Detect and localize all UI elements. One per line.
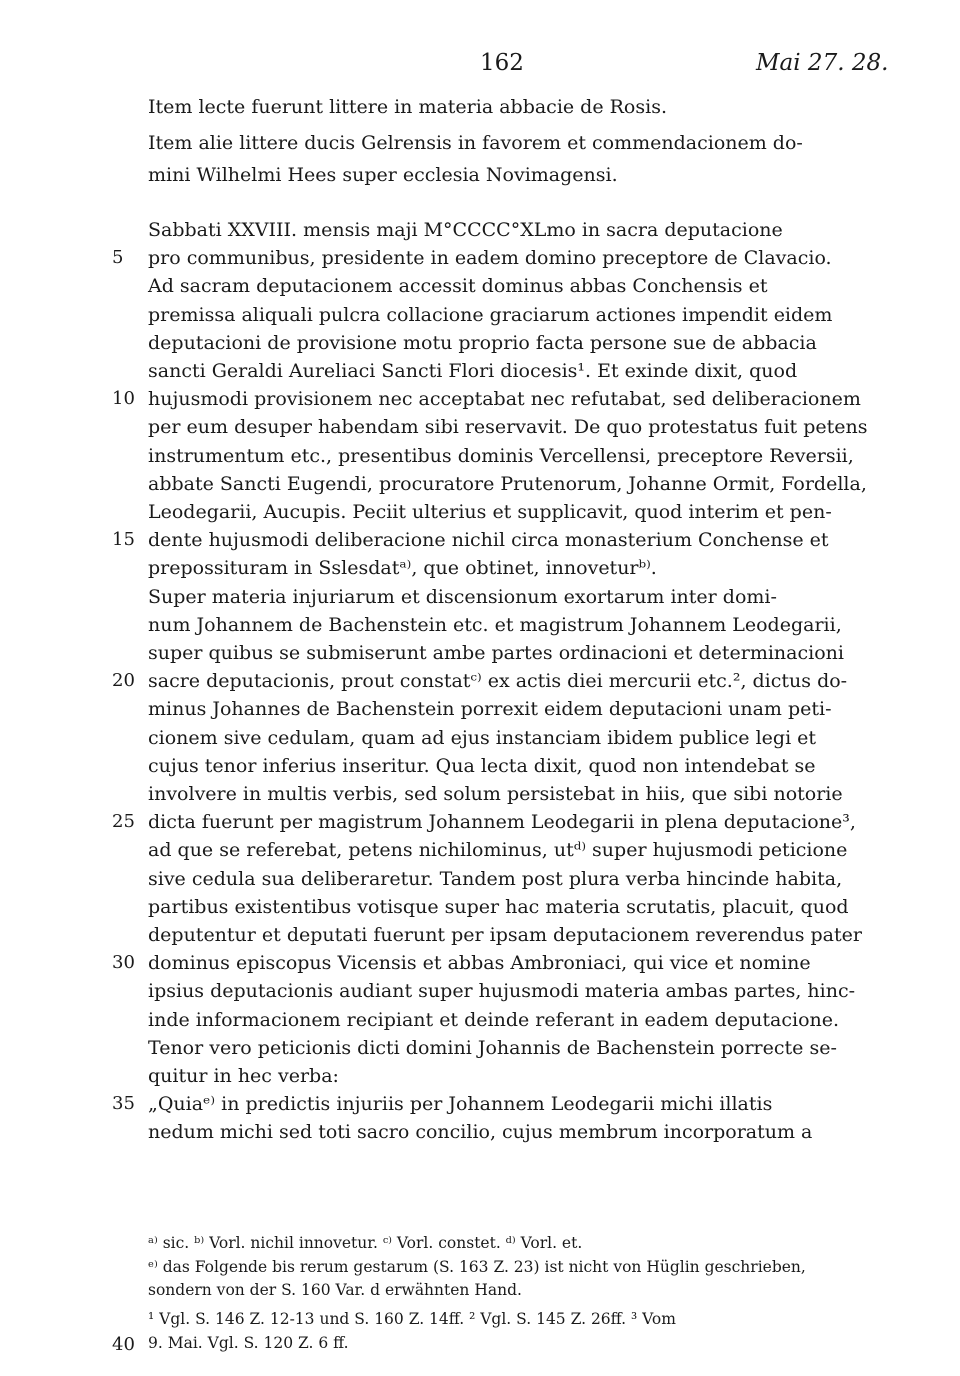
text-line: premissa aliquali pulcra collacione graciarum actiones impendit eidem [148, 303, 833, 326]
text-line: deputentur et deputati fuerunt per ipsam deputacionem reverendus pater [148, 924, 862, 946]
line-number: 40 [112, 1334, 135, 1355]
text-line: dicta fuerunt per magistrum Johannem Leodegarii in plena deputacione³, [148, 811, 856, 834]
text-line: Item alie littere ducis Gelrensis in favorem et commendacionem do- [148, 132, 803, 154]
text-line: Leodegarii, Aucupis. Peciit ulterius et supplicavit, quod interim et pen- [148, 501, 832, 523]
text-line: dominus episcopus Vicensis et abbas Ambroniaci, qui vice et nomine [148, 952, 811, 975]
text-line: nedum michi sed toti sacro concilio, cujus membrum incorporatum a [148, 1121, 813, 1144]
text-line: „Quiaᵉ⁾ in predictis injuriis per Johannem Leodegarii michi illatis [148, 1093, 773, 1116]
text-line: mini Wilhelmi Hees super ecclesia Novimagensi. [148, 164, 618, 186]
line-number: 25 [112, 811, 135, 833]
text-line: ad que se referebat, petens nichilominus, utᵈ⁾ super hujusmodi peticione [148, 839, 848, 862]
line-number: 30 [112, 952, 135, 974]
text-line: inde informacionem recipiant et deinde referant in eadem deputacione. [148, 1008, 840, 1031]
line-number: 20 [112, 670, 135, 692]
text-line: ipsius deputacionis audiant super hujusmodi materia ambas partes, hinc- [148, 980, 856, 1003]
text-line: quitur in hec verba: [148, 1065, 339, 1087]
text-line: Tenor vero peticionis dicti domini Johannis de Bachenstein porrecte se- [148, 1036, 837, 1059]
text-line: Super materia injuriarum et discensionum exortarum inter domi- [148, 585, 777, 608]
text-line: super quibus se submiserunt ambe partes ordinacioni et determinacioni [148, 642, 844, 664]
text-line: sive cedula sua deliberaretur. Tandem post plura verba hincinde habita, [148, 867, 843, 890]
footnote-line: ᵃ⁾ sic. ᵇ⁾ Vorl. nichil innovetur. ᶜ⁾ Vorl. constet. ᵈ⁾ Vorl. et. [148, 1234, 583, 1252]
text-line: sacre deputacionis, prout constatᶜ⁾ ex actis diei mercurii etc.², dictus do- [148, 670, 848, 693]
text-line: abbate Sancti Eugendi, procuratore Prutenorum, Johanne Ormit, Fordella, [148, 472, 867, 495]
footnote-line: sondern von der S. 160 Var. d erwähnten Hand. [148, 1281, 522, 1299]
text-line: per eum desuper habendam sibi reservavit. De quo protestatus fuit petens [148, 416, 868, 439]
text-line: minus Johannes de Bachenstein porrexit eidem deputacioni unam peti- [148, 698, 832, 721]
text-line: Ad sacram deputacionem accessit dominus abbas Conchensis et [148, 275, 768, 298]
footnote-line: 9. Mai. Vgl. S. 120 Z. 6 ff. [148, 1334, 349, 1352]
text-line: hujusmodi provisionem nec acceptabat nec refutabat, sed deliberacionem [148, 388, 861, 411]
text-line: involvere in multis verbis, sed solum persistebat in hiis, que sibi notorie [148, 783, 843, 805]
footnote-line: ᵉ⁾ das Folgende bis rerum gestarum (S. 163 Z. 23) ist nicht von Hüglin geschrieben, [148, 1258, 806, 1276]
line-number: 35 [112, 1093, 135, 1115]
text-line: dente hujusmodi deliberacione nichil circa monasterium Conchense et [148, 529, 829, 552]
text-line: Sabbati XXVIII. mensis maji M°CCCC°XLmo in sacra deputacione [148, 219, 783, 241]
text-line: deputacioni de provisione motu proprio facta persone sue de abbacia [148, 331, 817, 354]
text-line: prepossituram in Sslesdatᵃ⁾, que obtinet, innoveturᵇ⁾. [148, 557, 657, 580]
text-line: partibus existentibus votisque super hac materia scrutatis, placuit, quod [148, 895, 849, 918]
text-line: cujus tenor inferius inseritur. Qua lecta dixit, quod non intendebat se [148, 754, 816, 777]
footnote-line: ¹ Vgl. S. 146 Z. 12-13 und S. 160 Z. 14ff. ² Vgl. S. 145 Z. 26ff. ³ Vom [148, 1310, 676, 1328]
text-line: instrumentum etc., presentibus dominis Vercellensi, preceptore Reversii, [148, 444, 854, 467]
text-line: Item lecte fuerunt littere in materia abbacie de Rosis. [148, 96, 667, 118]
text-line: sancti Geraldi Aureliaci Sancti Flori diocesis¹. Et exinde dixit, quod [148, 360, 798, 382]
line-number: 15 [112, 529, 135, 551]
page-number: 162 [480, 50, 524, 76]
running-head: Mai 27. 28. [756, 50, 889, 76]
line-number: 10 [112, 388, 135, 410]
text-line: num Johannem de Bachenstein etc. et magistrum Johannem Leodegarii, [148, 613, 842, 636]
line-number: 5 [112, 247, 124, 269]
text-line: pro communibus, presidente in eadem domino preceptore de Clavacio. [148, 247, 832, 270]
text-line: cionem sive cedulam, quam ad ejus instanciam ibidem publice legi et [148, 726, 817, 749]
